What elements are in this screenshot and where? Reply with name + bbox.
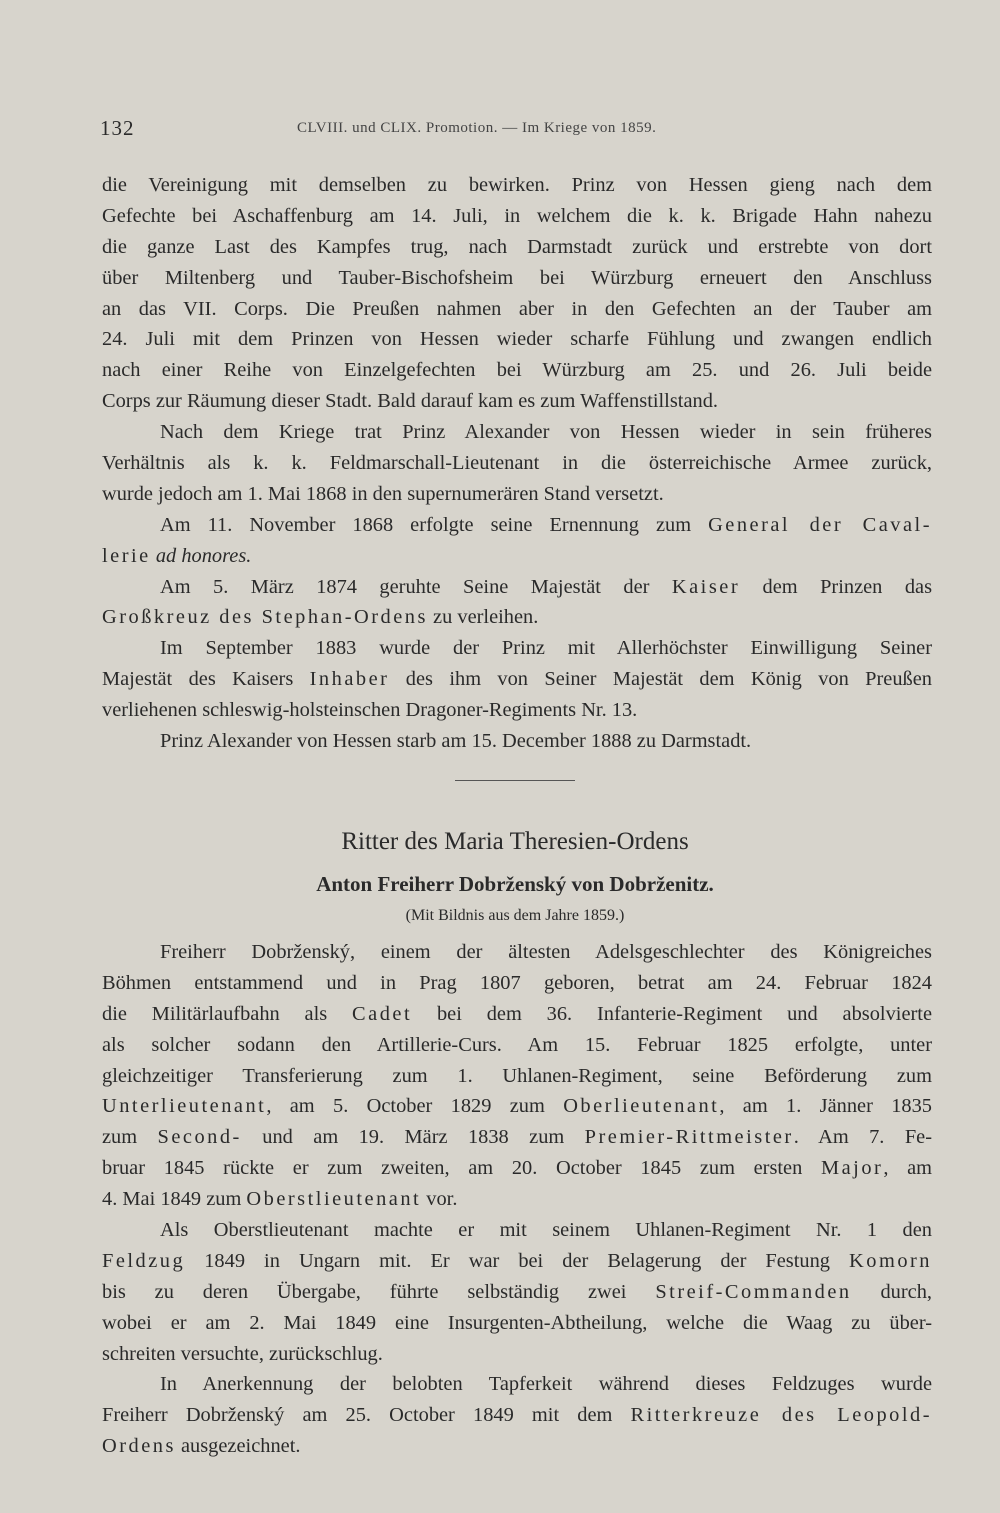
text-line <box>102 1277 932 1308</box>
text-line: Verhältnis als k. k. Feldmarschall-Lieutenant in die österreichische Armee zurück, <box>102 452 932 475</box>
text-run: . Am 7. Fe- <box>793 1126 932 1149</box>
text-run: Majestät des Kaisers <box>102 668 310 691</box>
text-line: über Miltenberg und Tauber-Bischofsheim bei Würzburg erneuert den Anschluss <box>102 266 932 289</box>
text-run: vor. <box>421 1188 458 1211</box>
spaced-text: Major <box>820 1157 884 1180</box>
text-line: wurde jedoch am 1. Mai 1868 in den supernumerären Stand versetzt. <box>102 482 664 505</box>
text-line <box>102 541 932 572</box>
text-line <box>102 1153 932 1184</box>
text-run: 1849 in Ungarn mit. Er war bei der Belagerung der Festung <box>185 1249 850 1272</box>
text-run: durch, <box>851 1280 933 1303</box>
text-run: zu verleihen. <box>427 606 539 629</box>
text-line: die Vereinigung mit demselben zu bewirken. Prinz von Hessen gieng nach dem <box>102 174 932 196</box>
text-line <box>102 999 932 1030</box>
text-run: , am 5. October 1829 zum <box>266 1095 564 1118</box>
spaced-text: Feldzug <box>102 1249 186 1272</box>
spaced-text: Ordens <box>102 1435 176 1458</box>
bottom-text-block <box>102 937 932 1462</box>
text-run: und am 19. März 1838 zum <box>241 1126 585 1149</box>
spaced-text: Großkreuz des Stephan-Ordens <box>102 606 428 629</box>
text-run: Am 5. März 1874 geruhte Seine Majestät der <box>160 575 672 598</box>
text-run: zum <box>102 1126 158 1149</box>
section-note: (Mit Bildnis aus dem Jahre 1859.) <box>405 907 625 924</box>
spaced-text: Ritterkreuze des Leopold- <box>630 1404 932 1427</box>
text-line: schreiten versuchte, zurückschlug. <box>102 1342 383 1365</box>
text-line: als solcher sodann den Artillerie-Curs. Am 15. Februar 1825 erfolgte, unter <box>102 1033 932 1056</box>
text-run: bei dem 36. Infanterie-Regiment und absolvierte <box>412 1002 932 1025</box>
text-run: bruar 1845 rückte er zum zweiten, am 20. October 1845 zum ersten <box>102 1157 821 1180</box>
text-line: 24. Juli mit dem Prinzen von Hessen wieder scharfe Fühlung und zwangen endlich <box>102 328 932 351</box>
text-line <box>102 1184 932 1215</box>
top-text-block <box>102 170 932 757</box>
text-line <box>102 1091 932 1122</box>
text-line <box>102 1400 932 1431</box>
text-line: gleichzeitiger Transferierung zum 1. Uhlanen-Regiment, seine Beförderung zum <box>102 1064 932 1087</box>
page-number: 132 <box>100 116 135 140</box>
text-line: Als Oberstlieutenant machte er mit seinem Uhlanen-Regiment Nr. 1 den <box>160 1219 932 1242</box>
text-line: die ganze Last des Kampfes trug, nach Darmstadt zurück und erstrebte von dort <box>102 235 932 258</box>
text-line <box>102 1246 932 1277</box>
text-run: 4. Mai 1849 zum <box>102 1188 247 1211</box>
text-line: In Anerkennung der belobten Tapferkeit während dieses Feldzuges wurde <box>160 1373 932 1396</box>
text-run: ausgezeichnet. <box>175 1435 301 1458</box>
text-line: wobei er am 2. Mai 1849 eine Insurgenten-Abtheilung, welche die Waag zu über- <box>102 1311 932 1334</box>
text-run: Am 11. November 1868 erfolgte seine Ernennung zum <box>160 513 709 536</box>
text-line <box>102 602 932 633</box>
section-subtitle: Anton Freiherr Dobrženský von Dobrženitz. <box>316 872 714 896</box>
spaced-text: Inhaber <box>309 668 390 691</box>
running-header <box>100 116 930 140</box>
text-run: die Militärlaufbahn als <box>102 1002 353 1025</box>
text-run: dem Prinzen das <box>740 575 932 598</box>
text-line <box>102 572 932 603</box>
spaced-text: Komorn <box>849 1249 932 1272</box>
text-line: Corps zur Räumung dieser Stadt. Bald darauf kam es zum Waffenstillstand. <box>102 390 718 413</box>
text-line: Nach dem Kriege trat Prinz Alexander von Hessen wieder in sein früheres <box>160 421 932 444</box>
text-line <box>102 664 932 695</box>
text-line <box>102 510 932 541</box>
text-run: bis zu deren Übergabe, führte selbständig zwei <box>102 1280 656 1303</box>
text-line: nach einer Reihe von Einzelgefechten bei Würzburg am 25. und 26. Juli beide <box>102 359 932 382</box>
spaced-text: Kaiser <box>671 575 741 598</box>
text-line: Freiherr Dobrženský, einem der ältesten Adelsgeschlechter des Königreiches <box>160 941 932 963</box>
text-run: , am <box>883 1157 932 1180</box>
spaced-text: Oberstlieutenant <box>246 1188 422 1211</box>
text-run: , am 1. Jänner 1835 <box>719 1095 932 1118</box>
running-title: CLVIII. und CLIX. Promotion. — Im Kriege von 1859. <box>297 120 657 136</box>
section-title: Ritter des Maria Theresien-Ordens <box>341 828 689 855</box>
spaced-text: Oberlieutenant <box>563 1095 720 1118</box>
spaced-text: Cadet <box>352 1002 413 1025</box>
text-line: Prinz Alexander von Hessen starb am 15. December 1888 zu Darmstadt. <box>160 730 752 753</box>
text-line <box>102 1122 932 1153</box>
text-run: des ihm von Seiner Majestät dem König von Preußen <box>389 668 932 691</box>
text-line: verliehenen schleswig-holsteinschen Dragoner-Regiments Nr. 13. <box>102 699 638 722</box>
text-line: an das VII. Corps. Die Preußen nahmen aber in den Gefechten an der Tauber am <box>102 297 932 320</box>
spaced-text: Premier-Rittmeister <box>584 1126 794 1149</box>
italic-text: ad honores. <box>155 544 252 567</box>
text-line <box>102 1431 932 1462</box>
section-divider <box>455 780 575 781</box>
spaced-text: lerie <box>102 544 151 567</box>
spaced-text: Second- <box>157 1126 242 1149</box>
spaced-text: General der Caval- <box>708 513 932 536</box>
text-run: Freiherr Dobrženský am 25. October 1849 mit dem <box>102 1404 631 1427</box>
text-line: Gefechte bei Aschaffenburg am 14. Juli, in welchem die k. k. Brigade Hahn nahezu <box>102 204 932 227</box>
text-line: Böhmen entstammend und in Prag 1807 geboren, betrat am 24. Februar 1824 <box>102 971 932 994</box>
spaced-text: Unterlieutenant <box>102 1095 267 1118</box>
text-line: Im September 1883 wurde der Prinz mit Allerhöchster Einwilligung Seiner <box>160 637 932 660</box>
spaced-text: Streif-Commanden <box>655 1280 852 1303</box>
